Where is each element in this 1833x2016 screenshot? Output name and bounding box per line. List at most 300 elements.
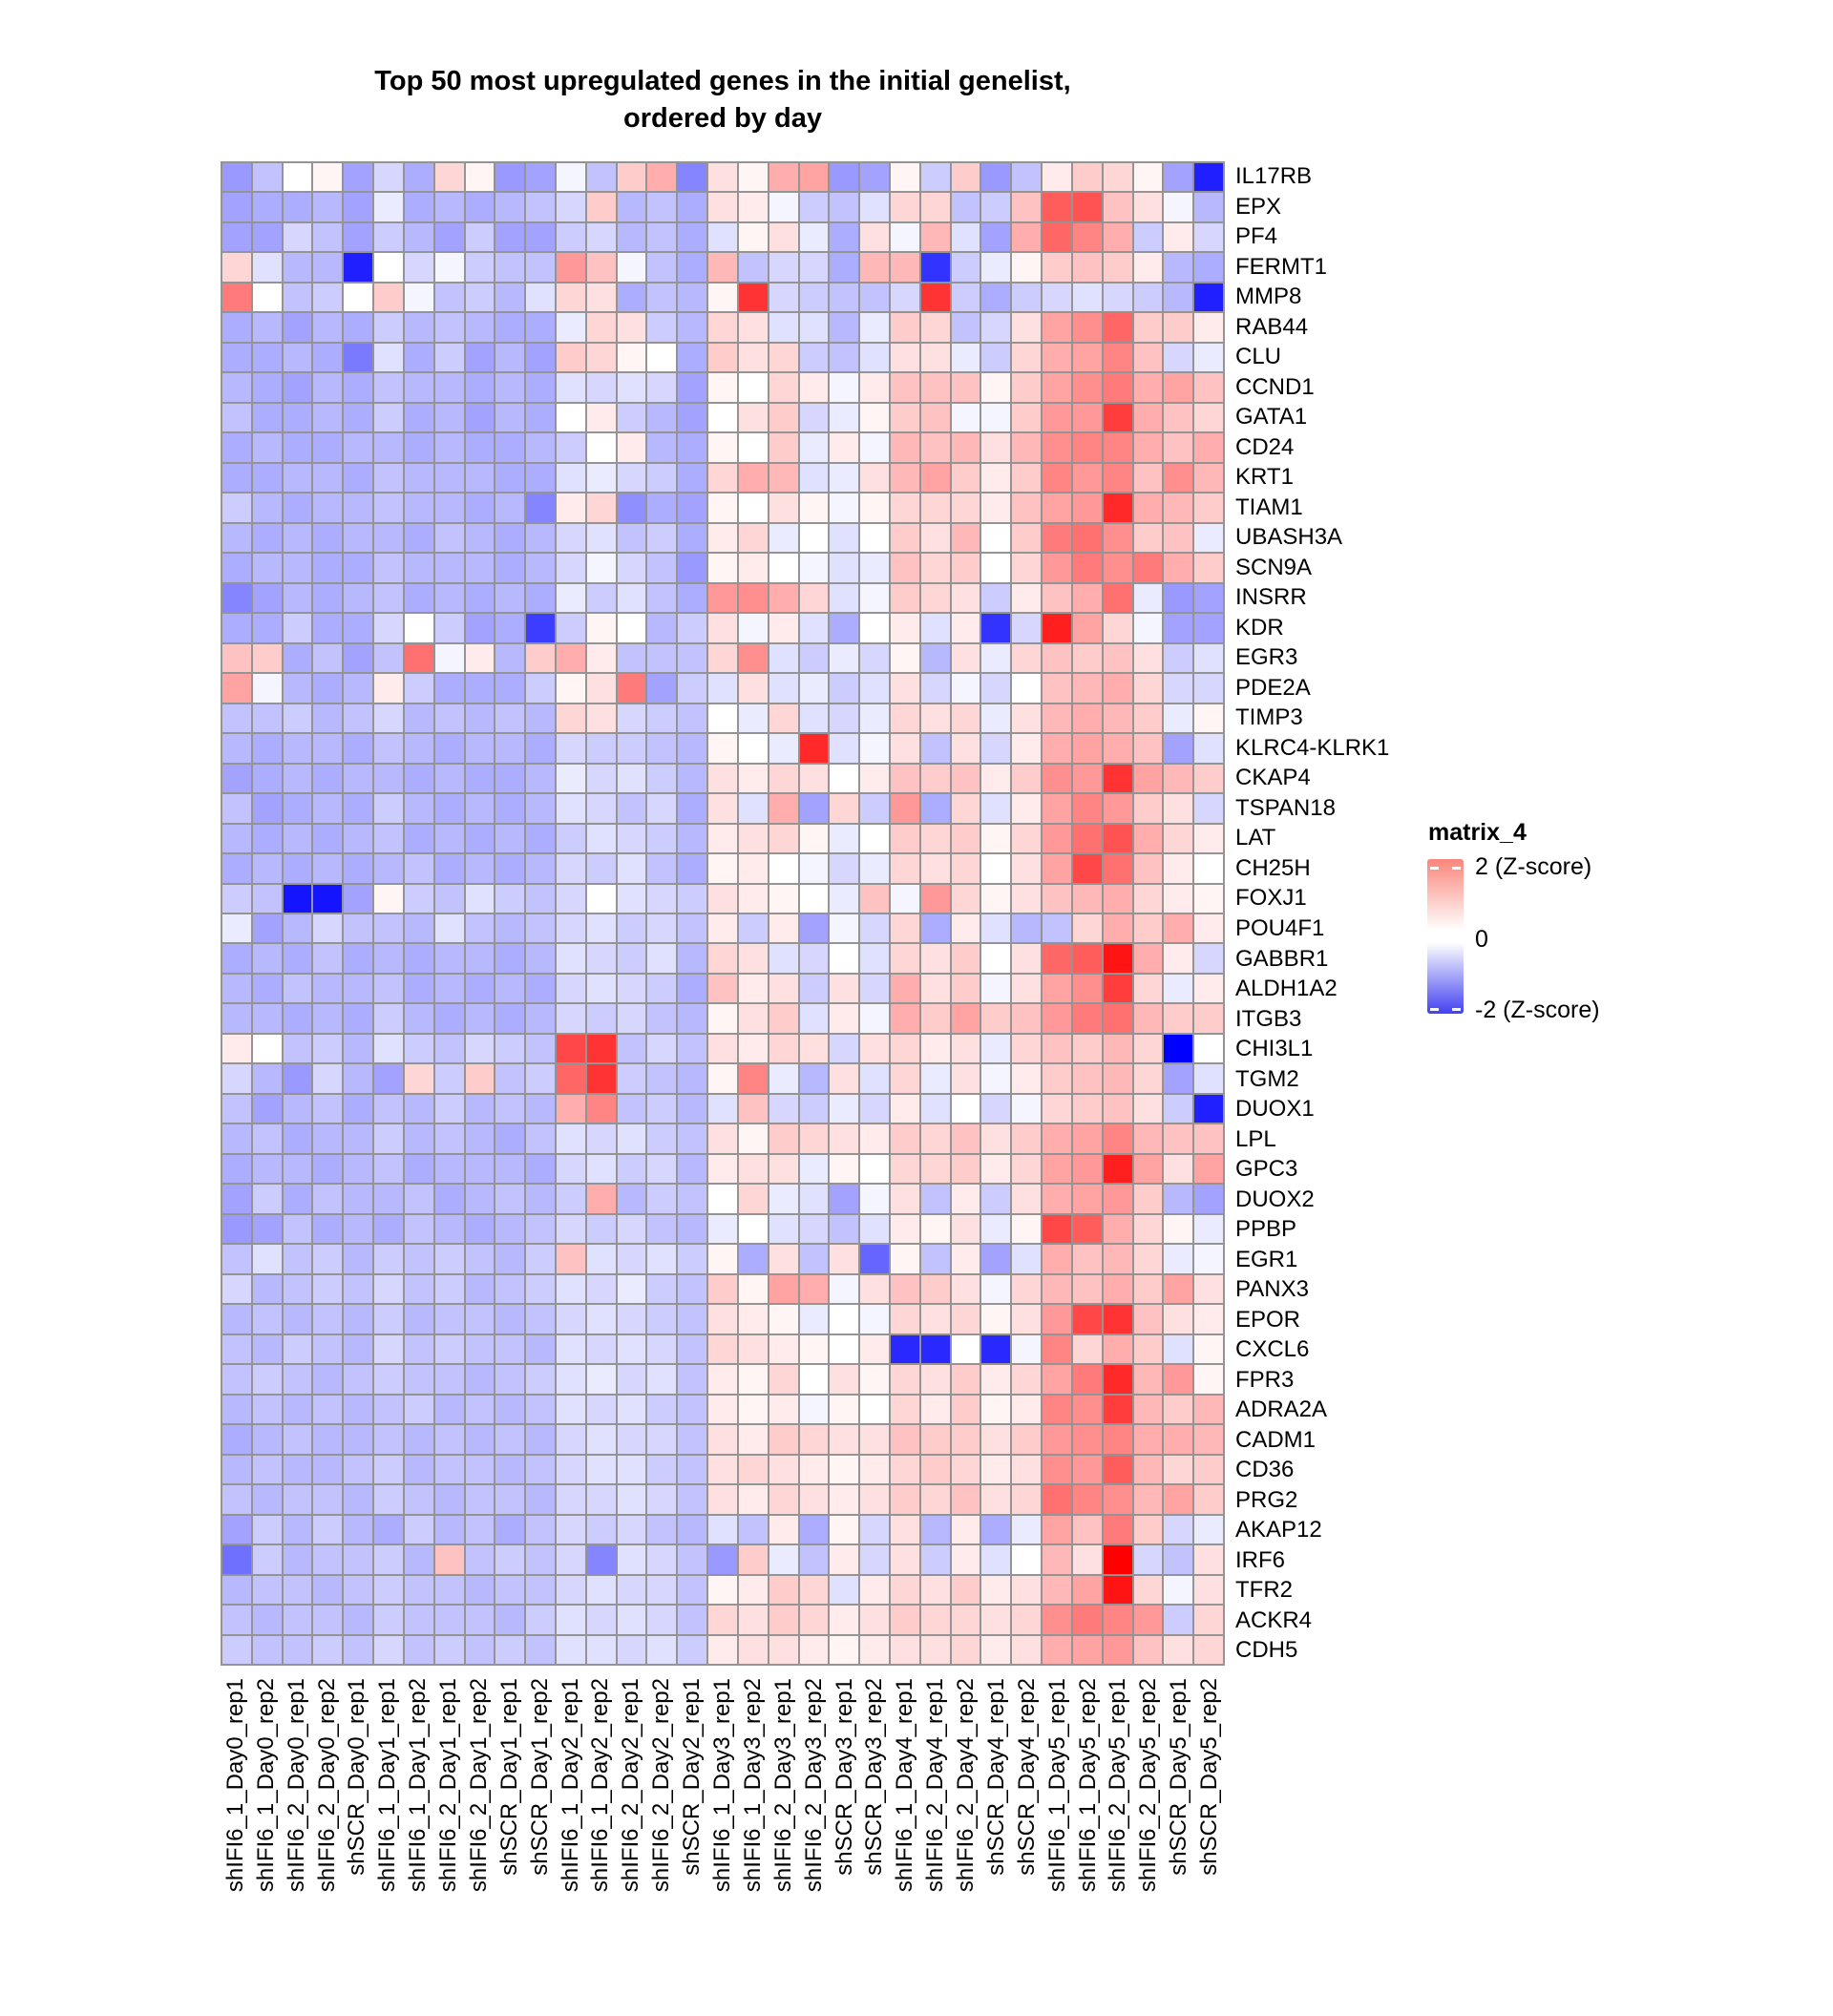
heatmap-cell — [313, 1004, 342, 1032]
heatmap-cell — [769, 524, 798, 552]
heatmap-cell — [344, 614, 372, 641]
heatmap-cell — [860, 163, 889, 191]
heatmap-cell — [981, 494, 1010, 521]
gene-label: CD36 — [1235, 1457, 1295, 1483]
heatmap-cell — [405, 494, 433, 521]
heatmap-cell — [952, 1396, 980, 1423]
heatmap-cell — [1073, 1305, 1102, 1333]
heatmap-cell — [618, 944, 646, 972]
heatmap-cell — [860, 885, 889, 913]
heatmap-cell — [253, 584, 282, 612]
heatmap-cell — [647, 1545, 676, 1573]
heatmap-cell — [435, 554, 464, 581]
heatmap-cell — [1043, 1124, 1071, 1152]
heatmap-cell — [678, 344, 706, 371]
heatmap-cell — [466, 614, 495, 641]
sample-label: shIFI6_2_Day0_rep1 — [283, 1678, 309, 1893]
heatmap-cell — [405, 1396, 433, 1423]
heatmap-cell — [374, 944, 403, 972]
heatmap-cell — [830, 284, 858, 311]
heatmap-cell — [313, 404, 342, 431]
heatmap-cell — [1073, 854, 1102, 882]
heatmap-cell — [405, 284, 433, 311]
heatmap-cell — [526, 193, 555, 220]
heatmap-cell — [1164, 944, 1192, 972]
heatmap-cell — [708, 1335, 737, 1363]
heatmap-cell — [1134, 373, 1163, 401]
gene-label: EPOR — [1235, 1306, 1301, 1333]
heatmap-cell — [253, 494, 282, 521]
heatmap-cell — [678, 163, 706, 191]
heatmap-cell — [618, 1215, 646, 1243]
heatmap-cell — [830, 1004, 858, 1032]
heatmap-cell — [769, 944, 798, 972]
heatmap-cell — [253, 1035, 282, 1062]
gene-label: CLU — [1235, 344, 1282, 370]
gene-label: CKAP4 — [1235, 765, 1311, 791]
heatmap-cell — [1134, 1245, 1163, 1272]
heatmap-cell — [1194, 313, 1223, 341]
heatmap-cell — [921, 1095, 950, 1123]
heatmap-cell — [1012, 765, 1041, 792]
heatmap-cell — [435, 794, 464, 822]
heatmap-cell — [587, 1124, 616, 1152]
sample-label: shSCR_Day4_rep1 — [982, 1678, 1009, 1876]
heatmap-cell — [466, 1636, 495, 1664]
heatmap-cell — [921, 944, 950, 972]
heatmap-cell — [708, 163, 737, 191]
gene-label: CXCL6 — [1235, 1336, 1310, 1363]
heatmap-cell — [952, 1215, 980, 1243]
gene-label: LPL — [1235, 1125, 1276, 1152]
heatmap-cell — [557, 825, 585, 852]
heatmap-cell — [526, 1185, 555, 1212]
heatmap-cell — [921, 734, 950, 762]
heatmap-cell — [405, 344, 433, 371]
heatmap-cell — [495, 614, 524, 641]
heatmap-cell — [981, 1215, 1010, 1243]
heatmap-cell — [557, 1004, 585, 1032]
heatmap-cell — [1194, 464, 1223, 492]
heatmap-cell — [526, 794, 555, 822]
heatmap-cell — [313, 1305, 342, 1333]
heatmap-cell — [526, 1245, 555, 1272]
heatmap-cell — [344, 1485, 372, 1513]
heatmap-cell — [344, 344, 372, 371]
heatmap-cell — [1134, 1545, 1163, 1573]
heatmap-cell — [647, 644, 676, 672]
heatmap-cell — [435, 1425, 464, 1453]
heatmap-cell — [769, 1035, 798, 1062]
gene-label: ACKR4 — [1235, 1606, 1313, 1633]
heatmap-cell — [284, 1456, 312, 1483]
heatmap-cell — [739, 914, 768, 942]
heatmap-cell — [860, 704, 889, 732]
heatmap-cell — [1164, 674, 1192, 702]
heatmap-cell — [222, 614, 251, 641]
heatmap-cell — [647, 794, 676, 822]
heatmap-cell — [739, 1425, 768, 1453]
heatmap-cell — [344, 1215, 372, 1243]
heatmap-cell — [678, 1245, 706, 1272]
sample-label: shSCR_Day1_rep2 — [526, 1678, 553, 1876]
heatmap-cell — [222, 944, 251, 972]
sample-label: shIFI6_1_Day2_rep2 — [587, 1678, 614, 1893]
heatmap-cell — [284, 1155, 312, 1183]
heatmap-cell — [708, 1185, 737, 1212]
heatmap-cell — [921, 284, 950, 311]
heatmap-cell — [313, 1215, 342, 1243]
heatmap-cell — [435, 1124, 464, 1152]
heatmap-cell — [1134, 975, 1163, 1002]
heatmap-cell — [1164, 313, 1192, 341]
heatmap-cell — [526, 674, 555, 702]
heatmap-cell — [495, 1155, 524, 1183]
heatmap-cell — [253, 1456, 282, 1483]
heatmap-cell — [344, 1124, 372, 1152]
heatmap-cell — [769, 885, 798, 913]
heatmap-cell — [678, 1545, 706, 1573]
heatmap-cell — [344, 584, 372, 612]
heatmap-cell — [313, 1396, 342, 1423]
heatmap-cell — [891, 1516, 919, 1544]
heatmap-cell — [344, 163, 372, 191]
heatmap-cell — [739, 1545, 768, 1573]
heatmap-cell — [708, 1425, 737, 1453]
heatmap-cell — [1134, 1636, 1163, 1664]
heatmap-cell — [466, 794, 495, 822]
heatmap-cell — [557, 404, 585, 431]
heatmap-cell — [526, 885, 555, 913]
heatmap-cell — [860, 223, 889, 251]
heatmap-cell — [891, 1545, 919, 1573]
heatmap-cell — [860, 765, 889, 792]
heatmap-cell — [435, 1576, 464, 1604]
heatmap-cell — [860, 1064, 889, 1092]
heatmap-cell — [769, 373, 798, 401]
heatmap-cell — [1073, 1185, 1102, 1212]
heatmap-cell — [1104, 1636, 1132, 1664]
heatmap-cell — [587, 1396, 616, 1423]
gene-label: KLRC4-KLRK1 — [1235, 734, 1390, 761]
heatmap-cell — [769, 1606, 798, 1633]
heatmap-cell — [800, 975, 829, 1002]
heatmap-cell — [526, 614, 555, 641]
heatmap-cell — [587, 464, 616, 492]
heatmap-cell — [1194, 223, 1223, 251]
heatmap-cell — [1073, 1485, 1102, 1513]
heatmap-cell — [1164, 1516, 1192, 1544]
heatmap-cell — [921, 494, 950, 521]
heatmap-cell — [1012, 644, 1041, 672]
heatmap-cell — [1104, 1124, 1132, 1152]
heatmap-cell — [769, 404, 798, 431]
heatmap-cell — [708, 1516, 737, 1544]
heatmap-cell — [1164, 284, 1192, 311]
heatmap-cell — [1134, 1004, 1163, 1032]
heatmap-cell — [800, 1485, 829, 1513]
heatmap-cell — [739, 373, 768, 401]
gene-label: ADRA2A — [1235, 1396, 1328, 1423]
heatmap-cell — [284, 854, 312, 882]
heatmap-cell — [1164, 1064, 1192, 1092]
heatmap-cell — [1134, 794, 1163, 822]
gene-label: PF4 — [1235, 223, 1278, 250]
heatmap-cell — [1134, 914, 1163, 942]
heatmap-cell — [739, 1365, 768, 1393]
heatmap-cell — [891, 193, 919, 220]
heatmap-cell — [1073, 464, 1102, 492]
heatmap-cell — [284, 1396, 312, 1423]
heatmap-cell — [678, 914, 706, 942]
heatmap-cell — [830, 944, 858, 972]
heatmap-cell — [526, 313, 555, 341]
heatmap-cell — [860, 644, 889, 672]
heatmap-cell — [495, 1245, 524, 1272]
heatmap-cell — [313, 854, 342, 882]
heatmap-cell — [618, 193, 646, 220]
heatmap-cell — [1164, 1095, 1192, 1123]
heatmap-cell — [921, 1425, 950, 1453]
heatmap-cell — [557, 494, 585, 521]
heatmap-cell — [466, 1155, 495, 1183]
heatmap-cell — [769, 644, 798, 672]
heatmap-cell — [1164, 1365, 1192, 1393]
heatmap-cell — [921, 614, 950, 641]
heatmap-cell — [1073, 193, 1102, 220]
heatmap-cell — [1164, 614, 1192, 641]
heatmap-cell — [800, 313, 829, 341]
heatmap-cell — [952, 1095, 980, 1123]
heatmap-cell — [1134, 1305, 1163, 1333]
heatmap-cell — [1104, 854, 1132, 882]
heatmap-cell — [981, 1606, 1010, 1633]
heatmap-cell — [769, 1275, 798, 1303]
heatmap-cell — [587, 1245, 616, 1272]
heatmap-cell — [557, 1456, 585, 1483]
heatmap-cell — [1104, 1095, 1132, 1123]
heatmap-cell — [405, 1155, 433, 1183]
heatmap-cell — [222, 674, 251, 702]
heatmap-cell — [284, 644, 312, 672]
heatmap-cell — [435, 373, 464, 401]
heatmap-cell — [800, 854, 829, 882]
heatmap-cell — [1104, 223, 1132, 251]
heatmap-cell — [557, 1305, 585, 1333]
heatmap-cell — [222, 1275, 251, 1303]
heatmap-cell — [222, 1035, 251, 1062]
heatmap-cell — [1194, 854, 1223, 882]
heatmap-cell — [1164, 1305, 1192, 1333]
heatmap-cell — [921, 344, 950, 371]
heatmap-cell — [405, 433, 433, 461]
heatmap-cell — [587, 944, 616, 972]
heatmap-cell — [253, 433, 282, 461]
heatmap-cell — [253, 914, 282, 942]
heatmap-cell — [708, 1064, 737, 1092]
heatmap-cell — [921, 1365, 950, 1393]
heatmap-cell — [1012, 464, 1041, 492]
heatmap-cell — [344, 914, 372, 942]
heatmap-cell — [222, 644, 251, 672]
sample-label: shIFI6_1_Day1_rep2 — [405, 1678, 432, 1893]
heatmap-cell — [284, 433, 312, 461]
heatmap-cell — [587, 765, 616, 792]
heatmap-cell — [313, 794, 342, 822]
heatmap-cell — [800, 1064, 829, 1092]
heatmap-cell — [284, 464, 312, 492]
heatmap-cell — [952, 1516, 980, 1544]
heatmap-cell — [344, 674, 372, 702]
heatmap-cell — [313, 373, 342, 401]
heatmap-cell — [284, 1335, 312, 1363]
heatmap-cell — [952, 794, 980, 822]
heatmap-cell — [800, 223, 829, 251]
heatmap-cell — [222, 1185, 251, 1212]
heatmap-cell — [860, 1425, 889, 1453]
heatmap-cell — [921, 1636, 950, 1664]
heatmap-cell — [284, 704, 312, 732]
heatmap-cell — [981, 524, 1010, 552]
heatmap-cell — [1134, 1425, 1163, 1453]
heatmap-cell — [647, 1095, 676, 1123]
heatmap-cell — [647, 614, 676, 641]
heatmap-cell — [526, 373, 555, 401]
heatmap-cell — [435, 765, 464, 792]
heatmap-cell — [466, 163, 495, 191]
heatmap-cell — [1043, 1545, 1071, 1573]
heatmap-cell — [830, 373, 858, 401]
heatmap-cell — [587, 614, 616, 641]
heatmap-cell — [405, 253, 433, 281]
heatmap-cell — [526, 1456, 555, 1483]
heatmap-cell — [495, 464, 524, 492]
sample-label: shSCR_Day4_rep2 — [1013, 1678, 1040, 1876]
heatmap-cell — [495, 1606, 524, 1633]
heatmap-cell — [769, 1636, 798, 1664]
heatmap-cell — [495, 193, 524, 220]
heatmap-cell — [253, 253, 282, 281]
heatmap-cell — [344, 433, 372, 461]
heatmap-cell — [769, 163, 798, 191]
heatmap-cell — [222, 1095, 251, 1123]
heatmap-cell — [952, 765, 980, 792]
legend-tick-mark — [1452, 939, 1461, 942]
heatmap-cell — [860, 1606, 889, 1633]
heatmap-cell — [557, 344, 585, 371]
heatmap-cell — [1134, 1396, 1163, 1423]
heatmap-cell — [374, 1636, 403, 1664]
heatmap-cell — [618, 614, 646, 641]
heatmap-cell — [1134, 1485, 1163, 1513]
heatmap-cell — [891, 284, 919, 311]
heatmap-cell — [739, 1636, 768, 1664]
heatmap-cell — [860, 193, 889, 220]
heatmap-cell — [952, 734, 980, 762]
heatmap-cell — [891, 794, 919, 822]
heatmap-cell — [739, 885, 768, 913]
heatmap-cell — [921, 1396, 950, 1423]
heatmap-cell — [284, 524, 312, 552]
heatmap-cell — [1134, 464, 1163, 492]
heatmap-cell — [253, 885, 282, 913]
heatmap-cell — [800, 1396, 829, 1423]
heatmap-cell — [769, 494, 798, 521]
heatmap-cell — [313, 1456, 342, 1483]
heatmap-cell — [981, 1545, 1010, 1573]
heatmap-cell — [769, 674, 798, 702]
heatmap-cell — [526, 1516, 555, 1544]
heatmap-cell — [921, 554, 950, 581]
heatmap-cell — [405, 644, 433, 672]
heatmap-cell — [1043, 554, 1071, 581]
heatmap-cell — [921, 584, 950, 612]
heatmap-cell — [1012, 1215, 1041, 1243]
legend-tick-mark — [1430, 1008, 1439, 1011]
heatmap-cell — [1104, 1004, 1132, 1032]
heatmap-cell — [1012, 404, 1041, 431]
heatmap-cell — [708, 524, 737, 552]
heatmap-cell — [769, 975, 798, 1002]
heatmap-cell — [1194, 614, 1223, 641]
heatmap-cell — [678, 1636, 706, 1664]
heatmap-cell — [253, 1004, 282, 1032]
heatmap-cell — [313, 765, 342, 792]
heatmap-cell — [1012, 1004, 1041, 1032]
heatmap-cell — [1164, 404, 1192, 431]
heatmap-cell — [1073, 794, 1102, 822]
heatmap-cell — [618, 464, 646, 492]
heatmap-cell — [618, 1305, 646, 1333]
heatmap-cell — [1073, 404, 1102, 431]
heatmap-cell — [1134, 1064, 1163, 1092]
heatmap-cell — [830, 674, 858, 702]
heatmap-cell — [708, 944, 737, 972]
heatmap-cell — [1043, 223, 1071, 251]
heatmap-cell — [647, 193, 676, 220]
heatmap-cell — [405, 1485, 433, 1513]
heatmap-cell — [495, 373, 524, 401]
heatmap-cell — [891, 1305, 919, 1333]
heatmap-cell — [618, 885, 646, 913]
heatmap-cell — [891, 373, 919, 401]
heatmap-cell — [1164, 734, 1192, 762]
heatmap-cell — [495, 1035, 524, 1062]
gene-label: SCN9A — [1235, 554, 1313, 580]
heatmap-cell — [313, 584, 342, 612]
heatmap-cell — [587, 674, 616, 702]
heatmap-cell — [1043, 1004, 1071, 1032]
heatmap-cell — [526, 464, 555, 492]
heatmap-cell — [1194, 914, 1223, 942]
heatmap-cell — [1012, 1576, 1041, 1604]
heatmap-cell — [618, 1636, 646, 1664]
heatmap-cell — [495, 1124, 524, 1152]
heatmap-cell — [708, 644, 737, 672]
heatmap-cell — [1134, 404, 1163, 431]
heatmap-cell — [708, 1124, 737, 1152]
heatmap-cell — [647, 1636, 676, 1664]
heatmap-cell — [466, 1335, 495, 1363]
heatmap-cell — [1043, 1456, 1071, 1483]
heatmap-cell — [222, 313, 251, 341]
heatmap-cell — [344, 373, 372, 401]
heatmap-cell — [466, 554, 495, 581]
heatmap-cell — [435, 193, 464, 220]
sample-label: shSCR_Day0_rep1 — [344, 1678, 370, 1876]
heatmap-cell — [830, 253, 858, 281]
heatmap-cell — [1104, 284, 1132, 311]
